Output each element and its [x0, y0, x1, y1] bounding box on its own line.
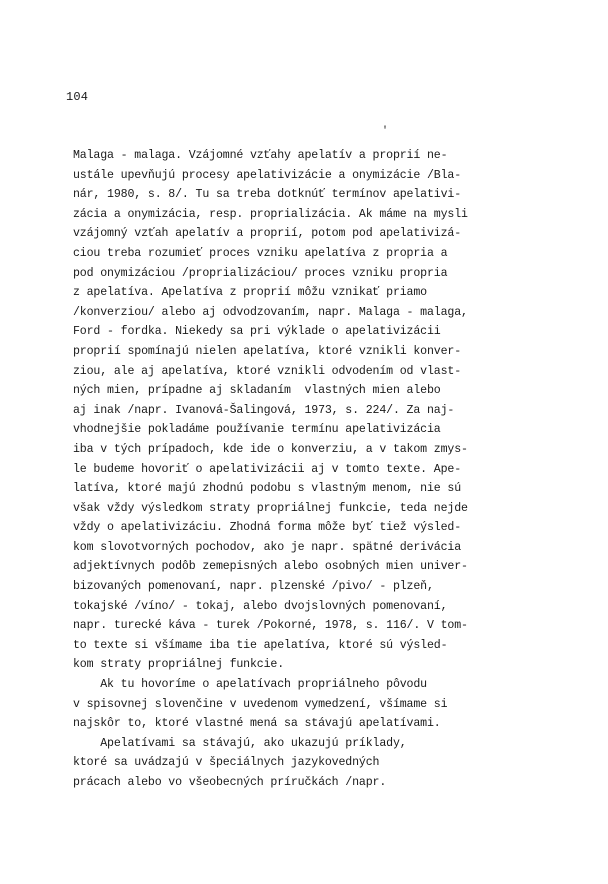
text-line: ziou, ale aj apelatíva, ktoré vznikli odvodením od vlast- — [73, 364, 462, 378]
text-line: z apelatíva. Apelatíva z proprií môžu vznikať priamo — [73, 286, 427, 300]
text-line: prácach alebo vo všeobecných príručkách /napr. — [73, 776, 387, 789]
text-line: ktoré sa uvádzajú v špeciálnych jazykovedných — [73, 756, 380, 770]
text-line: však vždy výsledkom straty propriálnej funkcie, tedа nejde — [73, 501, 468, 515]
text-line: proprií spomínajú nielen apelatíva, ktoré vznikli konver- — [73, 344, 462, 358]
text-line: vhodnejšie pokladáme používanie termínu apelativizácia — [73, 423, 441, 437]
text-line: tokajské /víno/ - tokaj, alebo dvojslovných pomenovaní, — [73, 599, 448, 613]
text-line: le budeme hovoriť o apelativizácii aj v tomto texte. Ape- — [73, 462, 462, 476]
text-line: kom straty propriálnej funkcie. — [73, 658, 285, 672]
stray-mark: ' — [382, 126, 389, 137]
text-line: najskôr to, ktoré vlastné mená sa stávajú apelatívami. — [73, 717, 441, 731]
text-line: ných mien, prípadne aj skladaním vlastných mien alebo — [73, 384, 441, 398]
text-line: Ak tu hovoríme o apelatívach propriálneho pôvodu — [73, 678, 427, 692]
text-line: kom slovotvorných pochodov, ako je napr. spätné derivácia — [73, 540, 462, 554]
text-line: Apelatívami sa stávajú, ako ukazujú príklady, — [73, 736, 407, 750]
text-line: Malaga - malaga. Vzájomné vzťahy apelatív a proprií ne- — [73, 149, 448, 162]
text-line: ustále upevňujú procesy apelativizácie a onymizácie /Bla- — [73, 168, 462, 182]
text-line: ciou treba rozumieť proces vzniku apelatíva z propria a — [73, 246, 448, 260]
text-line: latíva, ktoré majú zhodnú podobu s vlastným menom, nie sú — [73, 482, 462, 496]
text-line: napr. turecké káva - turek /Pokorné, 1978, s. 116/. V tom- — [73, 619, 468, 633]
text-line: adjektívnych podôb zemepisných alebo osobných mien univer- — [73, 560, 468, 574]
text-line: to texte si všímame iba tie apelatíva, ktoré sú výsled- — [73, 638, 448, 652]
text-line: nár, 1980, s. 8/. Tu sa treba dotknúť termínov apelativi- — [73, 188, 462, 202]
page-number: 104 — [66, 90, 89, 104]
text-line: aj inak /napr. Ivanová-Šalingová, 1973, s. 224/. Za naj- — [73, 403, 455, 417]
text-line: Ford - fordka. Niekedy sa pri výklade o apelativizácii — [73, 325, 441, 339]
text-line: v spisovnej slovenčine v uvedenom vymedzení, všímame si — [73, 697, 448, 711]
text-line: zácia a onymizácia, resp. proprializácia. Ak máme na mysli — [73, 207, 468, 221]
text-line: vždy o apelativizáciu. Zhodná forma môže byť tiež výsled- — [73, 521, 462, 535]
text-line: /konverziou/ alebo aj odvodzovaním, napr. Malaga - malaga, — [73, 305, 468, 319]
text-line: iba v tých prípadoch, kde ide o konverziu, a v takom zmys- — [73, 442, 468, 456]
body-text — [73, 146, 543, 793]
text-line: vzájomný vzťah apelatív a proprií, potom pod apelativizá- — [73, 227, 462, 241]
text-line: bizovaných pomenovaní, napr. plzenské /pivo/ - plzeň, — [73, 580, 434, 594]
text-line: pod onymizáciou /proprializáciou/ proces vzniku propria — [73, 266, 448, 280]
